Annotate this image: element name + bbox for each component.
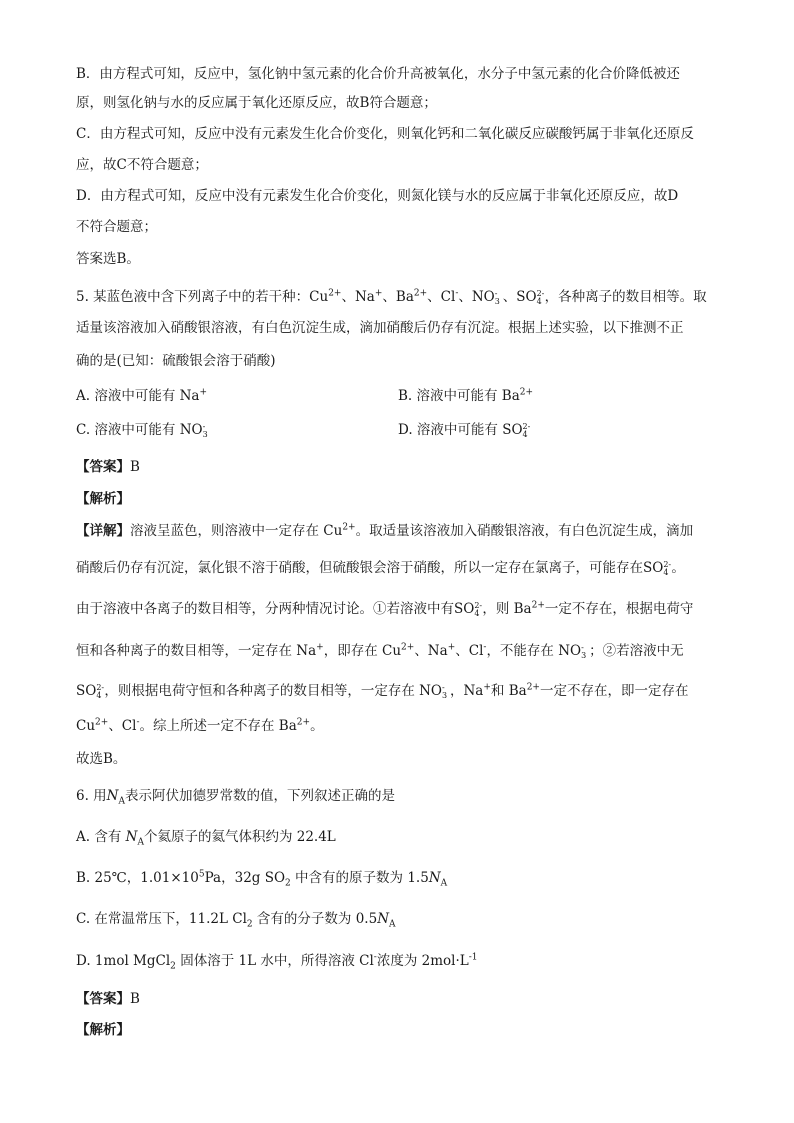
avogadro-symbol: N [106,788,119,804]
superscript: - [455,288,459,299]
q4-option-b-line2: 原，则氢化钠与水的反应属于氧化还原反应，故B符合题意； [76,95,437,111]
q6-option-a: A. 含有 $N_A$个氦原子的氦气体积约为 22.4L [76,829,336,848]
q6-analysis-label: 【解析】 [76,1022,130,1038]
q5-stem-text: 5. 某蓝色液中含下列离子中的若干种：Cu [76,289,329,305]
superscript: 2+ [328,288,342,299]
q5-conclusion: 故选B。 [76,751,127,767]
q5-stem-text: 、NO [458,289,495,305]
q4-option-b-line1: B．由方程式可知，反应中，氢化钠中氢元素的化合价升高被氧化，水分子中氢元素的化合价降低被还 [76,66,680,82]
q5-option-b: B. 溶液中可能有 $Ba^{2+}$ [398,387,534,404]
q4-answer: 答案选B。 [76,251,140,267]
q5-detail-line2: 硝酸后仍存有沉淀，氯化银不溶于硝酸，但硫酸银会溶于硝酸，所以一定存在氯离子，可能存在SO 2- 4 。 [76,559,685,577]
q5-stem-text: ，各种离子的数目相等。取 [544,289,707,305]
q5-option-a: A. 溶液中可能有 Na+ [76,387,208,404]
superscript: 2+ [413,288,428,299]
superscript: + [374,288,383,299]
avogadro-symbol: N [125,829,138,845]
q6-option-b: B. 25℃，$1.01\times 10^5Pa$，32g $SO_2$ 中含有的原子数为 $1.5N_A$ [76,869,448,889]
answer-label: 【答案】 [76,459,130,475]
answer-label: 【答案】 [76,991,130,1007]
q5-detail-line4: 恒和各种离子的数目相等，一定存在 Na+，即存在 $Cu^{2+}$、Na+、Cl-，不能存在 NO - 3 ；②若溶液中无 [76,642,684,660]
q5-detail-line1: 【详解】溶液呈蓝色，则溶液中一定存在 $Cu^{2+}$。取适量该溶液加入硝酸银溶液，有白色沉淀生成，滴加 [76,522,694,539]
ion-charge-stack: 2- 4 [474,600,483,618]
superscript: + [199,387,208,398]
answer-value: B [130,459,140,475]
q5-stem-text: 、Ba [382,289,414,305]
q5-stem-line2: 适量该溶液加入硝酸银溶液，有白色沉淀生成，滴加硝酸后仍存有沉淀。根据上述实验，以下推测不正 [76,320,684,336]
q5-stem-line1 [76,287,707,308]
ion-charge-stack: 2- 4 [522,421,531,439]
superscript: 2+ [519,387,534,398]
q5-detail-line5: SO 2- 4 ，则根据电荷守恒和各种离子的数目相等，一定存在 NO - 3 ，Na+和 $Ba^{2+}$一定不存在，即一定存在 [76,682,689,700]
answer-value: B [130,991,140,1007]
q6-stem: 6. 用$N_A$表示阿伏加德罗常数的值，下列叙述正确的是 [76,788,395,807]
q6-option-d: D. 1mol MgCl$_2$ 固体溶于 1L 水中，所得溶液 Cl-浓度为 $2mol\cdot L^{-1}$ [76,952,478,972]
q6-option-c: C. 在常温常压下，11.2L $Cl_2$ 含有的分子数为 $0.5N_A$ [76,911,396,930]
avogadro-symbol: N [428,870,441,886]
ion-charge-stack: - 3 [581,642,587,660]
q5-answer [76,457,140,477]
q4-option-c-line2: 应，故C不符合题意； [76,157,208,173]
q5-stem-text: 、SO [502,289,537,305]
superscript: 2+ [342,522,356,533]
q5-stem-text: 、Na [341,289,375,305]
ion-charge-stack: - 3 [202,421,208,439]
q4-option-d-line2: 不符合题意； [76,219,157,235]
ion-charge-stack: 2- 4 [663,559,672,577]
q5-detail-line3: 由于溶液中各离子的数目相等，分两种情况讨论。①若溶液中有SO 2- 4 ，则 $Ba^{2+}$一定不存在，根据电荷守 [76,600,694,618]
q5-stem-text: 、Cl [427,289,456,305]
q4-option-c-line1: C．由方程式可知，反应中没有元素发生化合价变化，则氧化钙和二氧化碳反应碳酸钙属于非氧化还原反 [76,126,694,142]
q4-option-d-line1: D．由方程式可知，反应中没有元素发生化合价变化，则氮化镁与水的反应属于非氧化还原反应，故D [76,188,679,204]
ion-charge-stack: 2- 4 [96,682,105,700]
q5-analysis-label: 【解析】 [76,491,130,507]
ion-charge-stack: 2- 4 [536,288,545,306]
ion-charge-stack: - 3 [494,288,500,306]
ion-charge-stack: - 3 [442,682,448,700]
q5-stem-line3: 确的是(已知：硫酸银会溶于硝酸) [76,353,276,369]
q5-option-d: D. 溶液中可能有 SO 2- 4 [398,421,531,439]
q5-option-c: C. 溶液中可能有 NO - 3 [76,420,211,441]
avogadro-symbol: N [377,911,390,927]
detail-label: 【详解】 [76,523,130,539]
superscript: 2+ [531,600,545,611]
q6-answer [76,989,140,1009]
q5-detail-line6: $Cu^{2+}$、Cl-。综上所述一定不存在 $Ba^{2+}$。 [76,717,324,734]
